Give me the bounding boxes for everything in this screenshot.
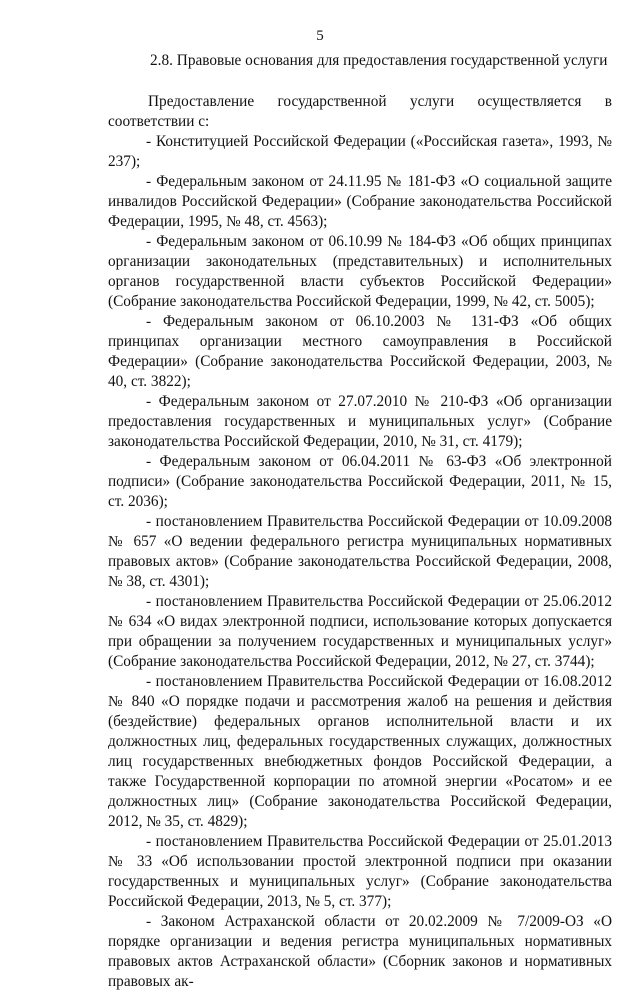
- list-item: - Федеральным законом от 27.07.2010 № 210-ФЗ «Об организации предоставления государственных и муниципальных услуг» (Собрание законодательства Российской Федерации, 2010, № 31, ст. 4179);: [108, 393, 612, 450]
- list-item: - Федеральным законом от 06.04.2011 № 63-ФЗ «Об электронной подписи» (Собрание законодательства Российской Федерации, 2011, № 15, ст. 2036);: [108, 453, 612, 510]
- list-item: - Федеральным законом от 06.10.99 № 184-ФЗ «Об общих принципах организации законодательных (представительных) и исполнительных органов государственной власти субъектов Российской Федерации» (Собрание законодательства Российской Федерации, 1999, № 42, ст. 5005);: [108, 233, 612, 310]
- intro-paragraph: Предоставление государственной услуги осуществляется в соответствии с:: [108, 93, 612, 130]
- document-body: [108, 92, 612, 992]
- list-item: - Федеральным законом от 24.11.95 № 181-ФЗ «О социальной защите инвалидов Российской Федерации» (Собрание законодательства Российской Федерации, 1995, № 48, ст. 4563);: [108, 173, 612, 230]
- list-item: - Законом Астраханской области от 20.02.2009 № 7/2009-ОЗ «О порядке организации и ведения регистра муниципальных нормативных правовых актов Астраханской области» (Сборник законов и нормативных правовых ак-: [108, 913, 612, 990]
- section-heading: 2.8. Правовые основания для предоставления государственной услуги: [150, 52, 608, 69]
- list-item: - Федеральным законом от 06.10.2003 № 131-ФЗ «Об общих принципах организации местного самоуправления в Российской Федерации» (Собрание законодательства Российской Федерации, 2003, № 40, ст. 3822);: [108, 313, 612, 390]
- list-item: - постановлением Правительства Российской Федерации от 25.06.2012 № 634 «О видах электронной подписи, использование которых допускается при обращении за получением государственных и муниципальных услуг» (Собрание законодательства Российской Федерации, 2012, № 27, ст. 3744);: [108, 593, 612, 670]
- page-number: 5: [316, 28, 324, 44]
- list-item: - постановлением Правительства Российской Федерации от 25.01.2013 № 33 «Об использовании простой электронной подписи при оказании государственных и муниципальных услуг» (Собрание законодательства Российской Федерации, 2013, № 5, ст. 377);: [108, 833, 612, 910]
- list-item: - Конституцией Российской Федерации («Российская газета», 1993, № 237);: [108, 133, 612, 170]
- list-item: - постановлением Правительства Российской Федерации от 10.09.2008 № 657 «О ведении федерального регистра муниципальных нормативных правовых актов» (Собрание законодательства Российской Федерации, 2008, № 38, ст. 4301);: [108, 513, 612, 590]
- list-item: - постановлением Правительства Российской Федерации от 16.08.2012 № 840 «О порядке подачи и рассмотрения жалоб на решения и действия (бездействие) федеральных органов исполнительной власти и их должностных лиц, федеральных государственных служащих, должностных лиц государственных внебюджетных фондов Российской Федерации, а также Государственной корпорации по атомной энергии «Росатом» и ее должностных лиц» (Собрание законодательства Российской Федерации, 2012, № 35, ст. 4829);: [108, 673, 612, 830]
